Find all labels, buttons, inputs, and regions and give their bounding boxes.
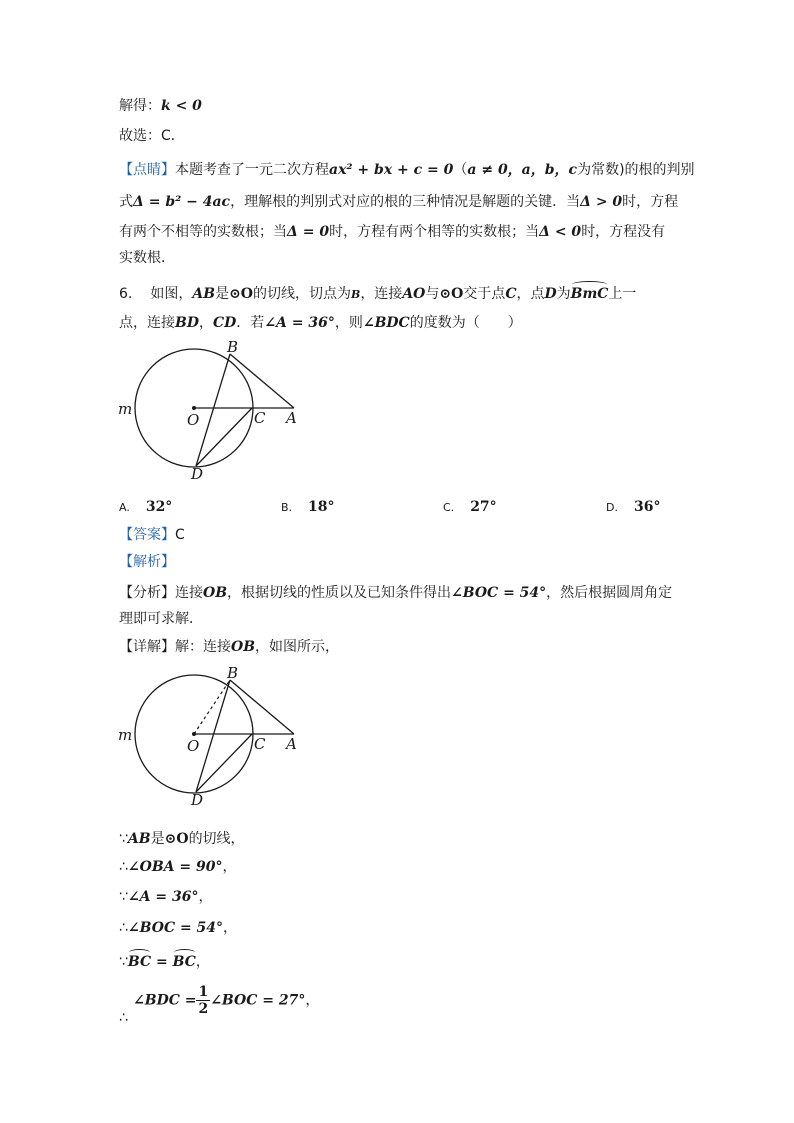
- label-m: m: [118, 726, 133, 744]
- review-line-4: 实数根．: [119, 250, 175, 266]
- label-d: D: [191, 791, 204, 809]
- tangent-ab: [230, 354, 294, 408]
- solve-line: 解得：k < 0: [119, 98, 202, 114]
- fenxi-line-2: 理即可求解．: [119, 611, 203, 627]
- label-a: A: [286, 409, 297, 427]
- detail-tag: 【详解】: [119, 639, 175, 655]
- answer-tag: 【答案】: [119, 527, 175, 543]
- step-1: ∵AB是⊙O的切线，: [119, 831, 245, 847]
- label-o: O: [187, 411, 200, 429]
- center-point: [192, 406, 196, 410]
- label-b: B: [227, 338, 239, 356]
- choose-line: 故选：C．: [119, 128, 185, 144]
- tangent-ab: [230, 680, 294, 734]
- coefficient-condition: a ≠ 0，a，b，c: [467, 162, 578, 178]
- step-6: ∠BDC = $\frac{1}{2}$ ∠BOC = 27°，: [133, 984, 320, 1017]
- label-b: B: [227, 664, 239, 682]
- arc-bmc: BmC: [570, 286, 609, 302]
- question-line-1: 6. 如图，AB是⊙O的切线，切点为B，连接AO与⊙O交于点C，点D为BmC上一: [119, 286, 637, 302]
- answer-line: [119, 525, 185, 545]
- label-c: C: [254, 735, 266, 753]
- choice-c[interactable]: C. 27°: [443, 499, 497, 515]
- choice-d[interactable]: D. 36°: [606, 499, 661, 515]
- circle-figure-question: [110, 332, 320, 492]
- step-4: ∴∠BOC = 54°，: [119, 920, 238, 936]
- answer-value: C: [175, 527, 185, 543]
- given-angle: ∠A = 36°: [264, 315, 335, 331]
- analysis-heading: 【解析】: [119, 554, 175, 570]
- fenxi-line-1: 【分析】连接OB，根据切线的性质以及已知条件得出∠BOC = 54°，然后根据圆周角定: [119, 585, 673, 601]
- step-6-symbol: ∴: [119, 1010, 128, 1026]
- question-number: 6.: [119, 286, 133, 302]
- circle-figure-solution: [110, 658, 320, 818]
- discriminant: Δ = b² − 4ac: [133, 194, 231, 210]
- step-5: ∵BC = BC，: [119, 954, 210, 970]
- review-line-3: 有两个不相等的实数根；当Δ = 0时，方程有两个相等的实数根；当Δ < 0时，方程没有: [119, 224, 666, 240]
- review-tag: 【点睛】: [119, 162, 175, 178]
- label-a: A: [286, 735, 297, 753]
- fenxi-tag: 【分析】: [119, 585, 175, 601]
- fraction-one-half: $\frac{1}{2}$: [198, 984, 209, 1017]
- detail-line: 【详解】解：连接OB，如图所示，: [119, 639, 340, 655]
- step-2: ∴∠OBA = 90°，: [119, 859, 237, 875]
- choice-b[interactable]: B. 18°: [281, 499, 335, 515]
- choice-a[interactable]: A. 32°: [119, 499, 173, 515]
- label-d: D: [191, 465, 204, 483]
- step-3: ∵∠A = 36°，: [119, 889, 213, 905]
- solve-expression: k < 0: [161, 98, 202, 114]
- label-o: O: [187, 737, 200, 755]
- label-c: C: [254, 409, 266, 427]
- review-line-1: 【点睛】本题考查了一元二次方程ax² + bx + c = 0（a ≠ 0，a，b，c为常数)的根的判别: [119, 162, 695, 178]
- radius-ob-dashed: [194, 680, 230, 734]
- quadratic-equation: ax² + bx + c = 0: [329, 162, 454, 178]
- review-line-2: 式Δ = b² − 4ac，理解根的判别式对应的根的三种情况是解题的关键．当Δ > 0时，方程: [119, 194, 679, 210]
- question-line-2: 点，连接BD，CD．若∠A = 36°，则∠BDC的度数为（ ）: [119, 315, 522, 331]
- center-point: [192, 732, 196, 736]
- label-m: m: [118, 400, 133, 418]
